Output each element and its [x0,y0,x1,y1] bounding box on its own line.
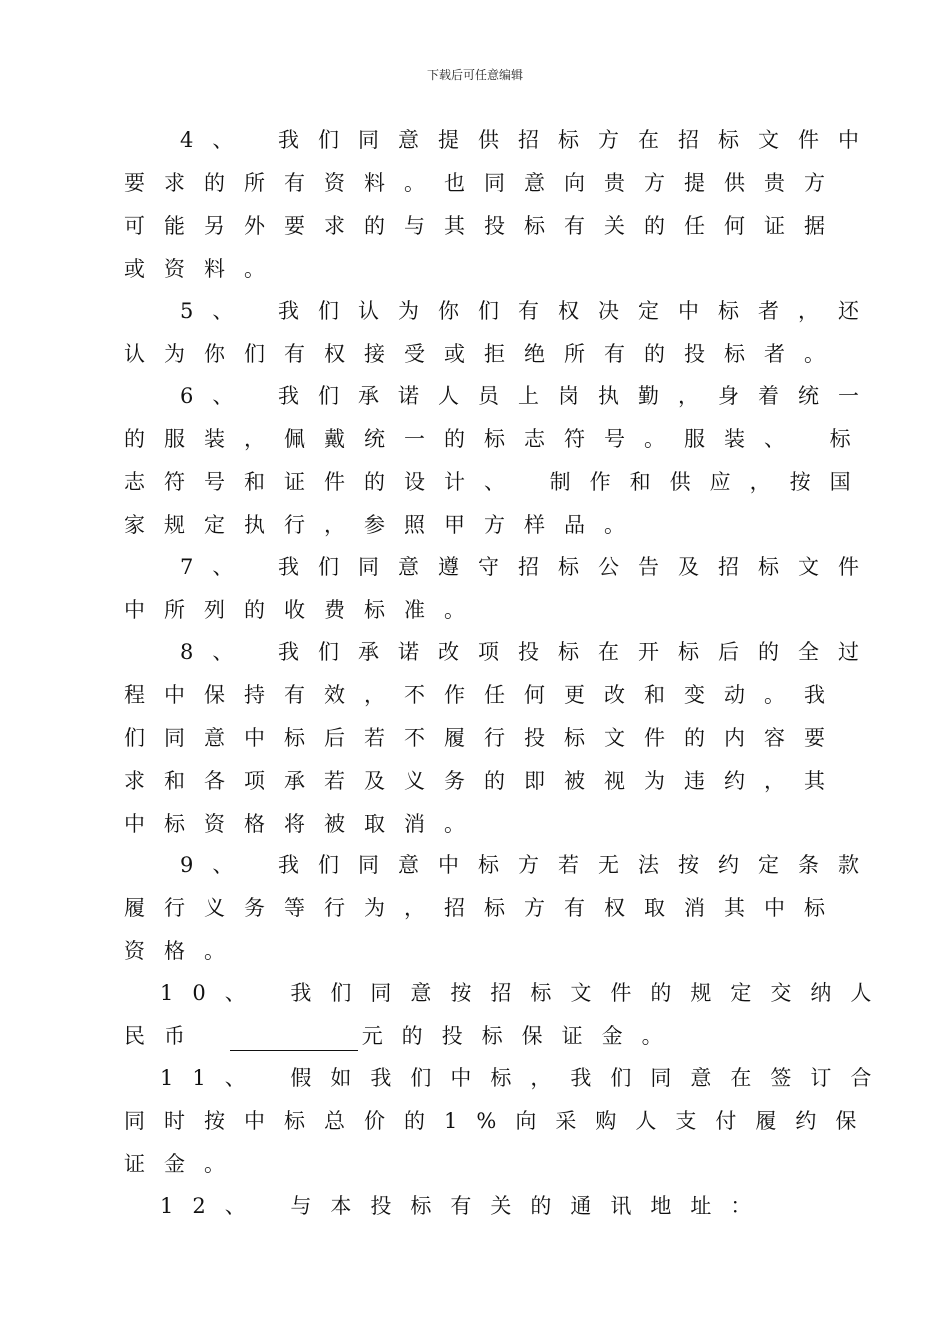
text-line: 可能另外要求的与其投标有关的任何证据 [124,214,844,238]
line-prefix: 民币 [124,1024,230,1048]
text-line: 11、 假如我们中标，我们同意在签订合 [160,1066,891,1090]
text-line: 中标资格将被取消。 [124,812,484,836]
text-line: 8、 我们承诺改项投标在开标后的全过 [180,640,879,664]
amount-blank[interactable] [230,1028,358,1051]
text-line: 或资料。 [124,257,284,281]
text-line: 们同意中标后若不履行投标文件的内容要 [124,726,844,750]
page-header: 下载后可任意编辑 [426,68,523,82]
text-line-with-blank [124,1021,819,1051]
line-suffix: 元的投标保证金。 [361,1024,682,1048]
text-line: 求和各项承若及义务的即被视为违约，其 [124,769,844,793]
text-line: 要求的所有资料。也同意向贵方提供贵方 [124,171,844,195]
text-line: 5、 我们认为你们有权决定中标者，还 [180,299,879,323]
text-line: 10、 我们同意按招标文件的规定交纳人 [160,981,891,1005]
text-line: 认为你们有权接受或拒绝所有的投标者。 [124,342,844,366]
text-line: 程中保持有效，不作任何更改和变动。我 [124,683,844,707]
text-line: 6、 我们承诺人员上岗执勤，身着统一 [180,384,879,408]
text-line: 资格。 [124,939,244,963]
text-line: 的服装，佩戴统一的标志符号。服装、 标 [124,427,870,451]
text-line: 家规定执行，参照甲方样品。 [124,513,644,537]
text-line: 同时按中标总价的1%向采购人支付履约保 [124,1109,876,1133]
text-line: 7、 我们同意遵守招标公告及招标文件 [180,555,879,579]
text-line: 12、 与本投标有关的通讯地址： [160,1194,771,1218]
text-line: 4、 我们同意提供招标方在招标文件中 [180,128,879,152]
text-line: 志符号和证件的设计、 制作和供应，按国 [124,470,870,494]
text-line: 证金。 [124,1152,244,1176]
text-line: 中所列的收费标准。 [124,598,484,622]
text-line: 履行义务等行为，招标方有权取消其中标 [124,896,844,920]
text-line: 9、 我们同意中标方若无法按约定条款 [180,853,879,877]
